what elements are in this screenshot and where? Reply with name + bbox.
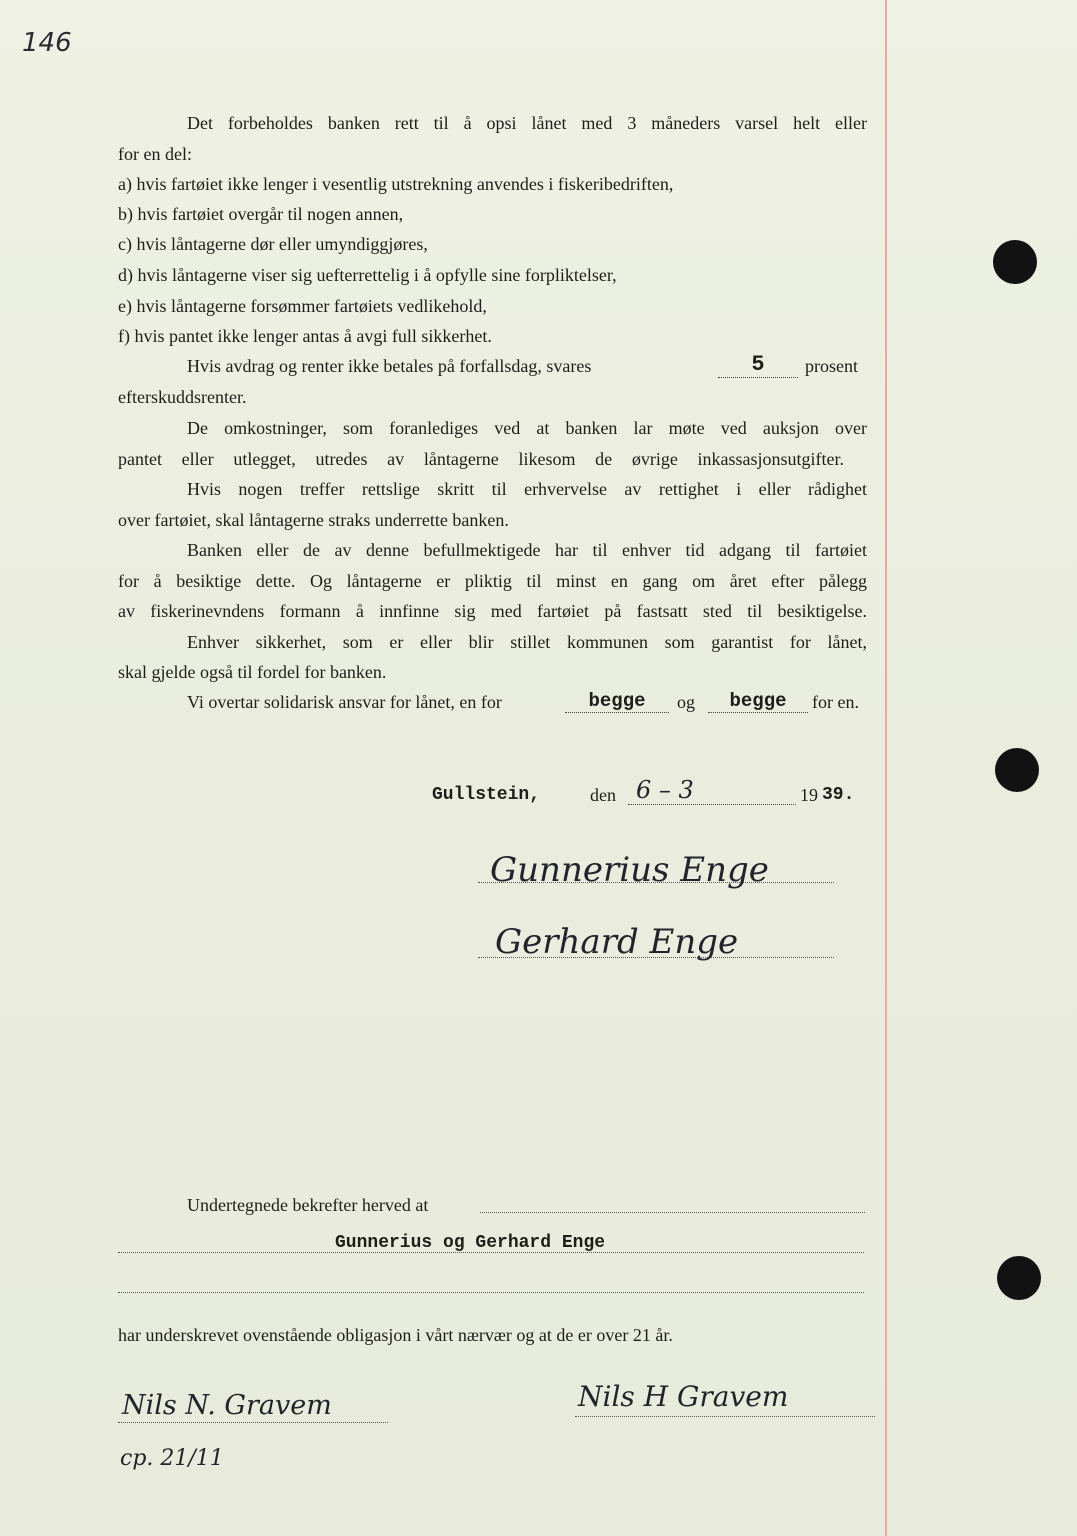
paragraph-line: De omkostninger, som foranlediges ved at banken lar møte ved auksjon over [187,418,867,438]
paragraph-line: Det forbeholdes banken rett til å opsi lånet med 3 måneders varsel helt eller [187,113,867,133]
confirmation-names-fill [118,1252,864,1253]
interest-text: Hvis avdrag og renter ikke betales på forfallsdag, svares [187,356,592,376]
margin-line [885,0,887,1536]
confirmation-names: Gunnerius og Gerhard Enge [335,1233,606,1253]
witness-line [118,1422,388,1423]
paragraph-line: Banken eller de av denne befullmektigede har til enhver tid adgang til fartøiet [187,540,867,560]
paragraph-line: Enhver sikkerhet, som er eller blir stillet kommunen som garantist for lånet, [187,632,867,652]
page-number: 146 [22,28,72,58]
dateline-date: 6 – 3 [628,776,796,805]
confirmation-intro: Undertegnede bekrefter herved at [187,1195,429,1215]
dateline-den: den [590,785,616,805]
confirmation-intro-fill [480,1212,865,1213]
paragraph-line: skal gjelde også til fordel for banken. [118,662,387,682]
liability-fill-2: begge [708,690,808,713]
paragraph-line: efterskuddsrenter. [118,387,247,407]
list-item: c) hvis låntagerne dør eller umyndiggjøres, [118,234,428,254]
witness-note: cp. 21/11 [120,1446,224,1471]
witness-signature-2: Nils H Gravem [578,1380,789,1413]
paragraph-line: for en del: [118,144,192,164]
liability-fill-1: begge [565,690,669,713]
list-item: a) hvis fartøiet ikke lenger i vesentlig utstrekning anvendes i fiskeribedriften, [118,174,674,194]
witness-signature-1: Nils N. Gravem [122,1390,332,1421]
paragraph-line: pantet eller utlegget, utredes av låntagerne likesom de øvrige inkassasjonsutgifter. [118,449,844,469]
list-item: d) hvis låntagerne viser sig uefterrettelig i å opfylle sine forpliktelser, [118,265,617,285]
confirmation-outro: har underskrevet ovenstående obligasjon i vårt nærvær og at de er over 21 år. [118,1325,673,1345]
list-item: b) hvis fartøiet overgår til nogen annen, [118,204,404,224]
confirmation-blank-fill [118,1292,864,1293]
interest-fill [718,352,798,378]
interest-rate: 5 [751,352,765,377]
liability-text-mid: og [677,692,695,712]
list-item: f) hvis pantet ikke lenger antas å avgi full sikkerhet. [118,326,492,346]
punch-hole-icon [995,748,1039,792]
dateline-year: 39. [822,785,855,805]
dateline-year-prefix: 19 [800,785,818,805]
witness-line [575,1416,875,1417]
paragraph-line: av fiskerinevndens formann å innfinne sig med fartøiet på fastsatt sted til besiktigelse. [118,601,867,621]
punch-hole-icon [993,240,1037,284]
signature-1: Gunnerius Enge [490,850,769,890]
interest-text-end: prosent [805,356,858,376]
dateline-place: Gullstein, [432,785,541,805]
paragraph-line: for å besiktige dette. Og låntagerne er pliktig til minst en gang om året efter pålegg [118,571,867,591]
paragraph-line: Hvis nogen treffer rettslige skritt til erhvervelse av rettighet i eller rådighet [187,479,867,499]
paragraph-line: over fartøiet, skal låntagerne straks underrette banken. [118,510,509,530]
signature-2: Gerhard Enge [495,922,739,962]
liability-text: Vi overtar solidarisk ansvar for lånet, en for [187,692,502,712]
list-item: e) hvis låntagerne forsømmer fartøiets vedlikehold, [118,296,487,316]
punch-hole-icon [997,1256,1041,1300]
liability-text-end: for en. [812,692,859,712]
